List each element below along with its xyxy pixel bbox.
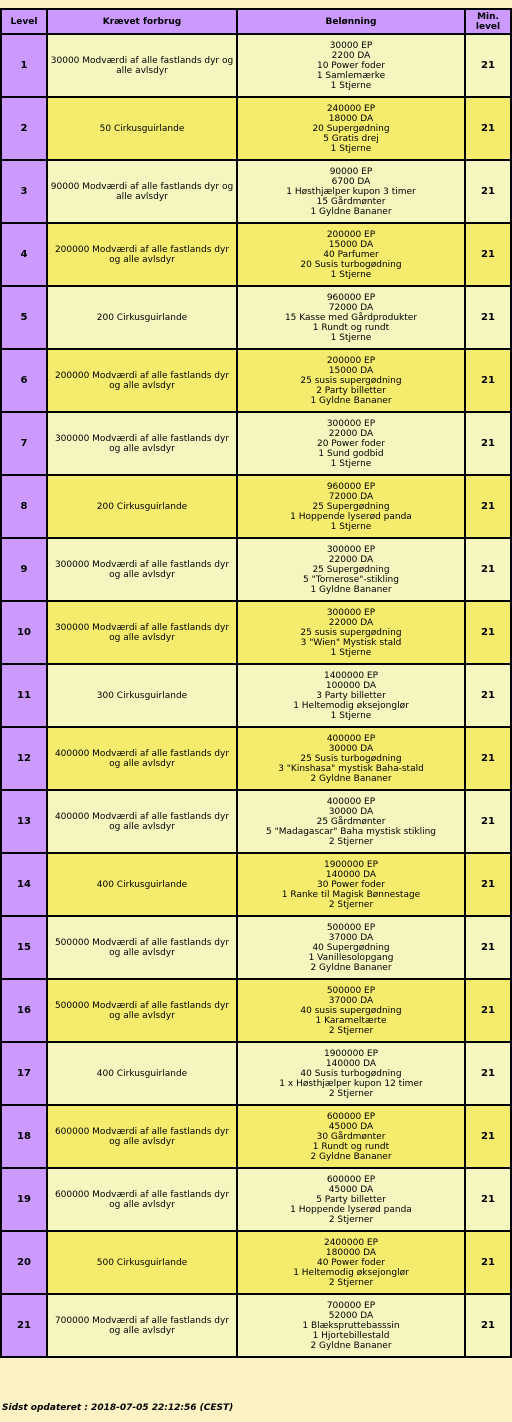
level-cell: 18 xyxy=(1,1105,47,1168)
last-updated-footer: Sidst opdateret : 2018-07-05 22:12:56 (CEST) xyxy=(2,1403,234,1413)
reward-line: 400000 EP xyxy=(326,796,376,807)
reward-line: 40 Susis turbogødning xyxy=(300,1068,402,1079)
reward-line: 200000 EP xyxy=(326,229,376,240)
required-cell: 500000 Modværdi af alle fastlands dyr og alle avlsdyr xyxy=(47,979,237,1042)
required-cell: 400 Cirkusguirlande xyxy=(47,853,237,916)
reward-cell xyxy=(237,1168,465,1231)
table-row xyxy=(1,664,511,727)
required-cell: 400 Cirkusguirlande xyxy=(47,1042,237,1105)
level-cell: 3 xyxy=(1,160,47,223)
table-row xyxy=(1,223,511,286)
required-cell: 500 Cirkusguirlande xyxy=(47,1231,237,1294)
required-cell: 400000 Modværdi af alle fastlands dyr og alle avlsdyr xyxy=(47,790,237,853)
level-cell: 6 xyxy=(1,349,47,412)
required-cell: 400000 Modværdi af alle fastlands dyr og alle avlsdyr xyxy=(47,727,237,790)
required-cell: 300000 Modværdi af alle fastlands dyr og alle avlsdyr xyxy=(47,538,237,601)
min-level-cell: 21 xyxy=(465,853,511,916)
reward-line: 1 Stjerne xyxy=(330,269,372,280)
level-cell: 21 xyxy=(1,1294,47,1357)
header-reward: Belønning xyxy=(237,9,465,34)
level-cell: 17 xyxy=(1,1042,47,1105)
reward-line: 1 Stjerne xyxy=(330,458,372,469)
reward-line: 22000 DA xyxy=(328,428,374,439)
reward-line: 45000 DA xyxy=(328,1184,374,1195)
reward-line: 1 Stjerne xyxy=(330,143,372,154)
reward-line: 25 Susis turbogødning xyxy=(300,753,402,764)
header-min-level: Min. level xyxy=(465,9,511,34)
reward-line: 1 Hoppende lyserød panda xyxy=(290,511,412,522)
level-cell: 11 xyxy=(1,664,47,727)
min-level-cell: 21 xyxy=(465,1231,511,1294)
reward-line: 1 Samlemærke xyxy=(316,70,386,81)
reward-line: 960000 EP xyxy=(326,481,376,492)
reward-line: 25 Gårdmønter xyxy=(316,816,386,827)
level-cell: 19 xyxy=(1,1168,47,1231)
event-rewards-table-wrapper xyxy=(0,8,510,1358)
min-level-cell: 21 xyxy=(465,727,511,790)
reward-cell xyxy=(237,790,465,853)
reward-cell xyxy=(237,1105,465,1168)
reward-line: 30000 EP xyxy=(329,40,373,51)
reward-line: 2 Stjerner xyxy=(328,899,374,910)
reward-line: 90000 EP xyxy=(329,166,373,177)
reward-line: 1 Heltemodig øksejonglør xyxy=(293,1267,409,1278)
table-row xyxy=(1,286,511,349)
reward-line: 15000 DA xyxy=(328,239,374,250)
reward-line: 72000 DA xyxy=(328,302,374,313)
reward-cell xyxy=(237,223,465,286)
reward-cell xyxy=(237,601,465,664)
reward-line: 2 Stjerner xyxy=(328,1025,374,1036)
reward-line: 72000 DA xyxy=(328,491,374,502)
table-row xyxy=(1,1294,511,1357)
min-level-cell: 21 xyxy=(465,223,511,286)
min-level-cell: 21 xyxy=(465,790,511,853)
table-row xyxy=(1,1105,511,1168)
reward-line: 1 x Høsthjælper kupon 12 timer xyxy=(279,1078,423,1089)
reward-cell xyxy=(237,97,465,160)
reward-line: 1 Karameltærte xyxy=(315,1015,387,1026)
reward-line: 30000 DA xyxy=(328,806,374,817)
min-level-cell: 21 xyxy=(465,97,511,160)
reward-line: 15 Gårdmønter xyxy=(316,196,386,207)
level-cell: 16 xyxy=(1,979,47,1042)
reward-cell xyxy=(237,1231,465,1294)
reward-line: 140000 DA xyxy=(325,1058,377,1069)
reward-line: 1 Vanillesolopgang xyxy=(308,952,394,963)
level-cell: 2 xyxy=(1,97,47,160)
reward-line: 1 Blækspruttebasssin xyxy=(302,1320,400,1331)
table-row xyxy=(1,853,511,916)
reward-line: 700000 EP xyxy=(326,1300,376,1311)
reward-line: 25 susis supergødning xyxy=(300,627,402,638)
reward-line: 15 Kasse med Gårdprodukter xyxy=(284,312,418,323)
reward-line: 1 Stjerne xyxy=(330,80,372,91)
reward-line: 2 Gyldne Bananer xyxy=(310,1151,392,1162)
reward-line: 1 Rundt og rundt xyxy=(312,322,390,333)
reward-line: 1 Heltemodig øksejonglør xyxy=(293,700,409,711)
reward-line: 2200 DA xyxy=(331,50,371,61)
level-cell: 12 xyxy=(1,727,47,790)
min-level-cell: 21 xyxy=(465,1294,511,1357)
table-row xyxy=(1,412,511,475)
reward-line: 45000 DA xyxy=(328,1121,374,1132)
required-cell: 200000 Modværdi af alle fastlands dyr og alle avlsdyr xyxy=(47,223,237,286)
min-level-cell: 21 xyxy=(465,1105,511,1168)
level-cell: 4 xyxy=(1,223,47,286)
table-row xyxy=(1,790,511,853)
reward-line: 2 Stjerner xyxy=(328,836,374,847)
reward-line: 20 Power foder xyxy=(316,438,385,449)
header-required: Krævet forbrug xyxy=(47,9,237,34)
reward-line: 600000 EP xyxy=(326,1174,376,1185)
required-cell: 90000 Modværdi af alle fastlands dyr og alle avlsdyr xyxy=(47,160,237,223)
min-level-cell: 21 xyxy=(465,286,511,349)
min-level-cell: 21 xyxy=(465,34,511,97)
required-cell: 200 Cirkusguirlande xyxy=(47,286,237,349)
level-cell: 10 xyxy=(1,601,47,664)
reward-line: 2 Stjerner xyxy=(328,1277,374,1288)
min-level-cell: 21 xyxy=(465,412,511,475)
required-cell: 700000 Modværdi af alle fastlands dyr og alle avlsdyr xyxy=(47,1294,237,1357)
table-row xyxy=(1,34,511,97)
reward-line: 1 Rundt og rundt xyxy=(312,1141,390,1152)
reward-line: 40 susis supergødning xyxy=(300,1005,402,1016)
reward-line: 1 Sund godbid xyxy=(318,448,384,459)
reward-line: 240000 EP xyxy=(326,103,376,114)
reward-line: 1 Hoppende lyserød panda xyxy=(290,1204,412,1215)
reward-line: 25 Supergødning xyxy=(312,501,390,512)
required-cell: 50 Cirkusguirlande xyxy=(47,97,237,160)
reward-line: 20 Susis turbogødning xyxy=(300,259,402,270)
reward-line: 1 Stjerne xyxy=(330,332,372,343)
min-level-cell: 21 xyxy=(465,916,511,979)
reward-line: 40 Power foder xyxy=(316,1257,385,1268)
reward-cell xyxy=(237,349,465,412)
reward-cell xyxy=(237,664,465,727)
reward-line: 5 "Tornerose"-stikling xyxy=(303,574,399,585)
reward-line: 30 Gårdmønter xyxy=(316,1131,386,1142)
reward-line: 40 Parfumer xyxy=(323,249,379,260)
reward-line: 300000 EP xyxy=(326,418,376,429)
reward-line: 1 Gyldne Bananer xyxy=(310,395,392,406)
reward-cell xyxy=(237,475,465,538)
reward-line: 37000 DA xyxy=(328,995,374,1006)
reward-line: 500000 EP xyxy=(326,985,376,996)
table-row xyxy=(1,1168,511,1231)
reward-line: 20 Supergødning xyxy=(312,123,390,134)
level-cell: 1 xyxy=(1,34,47,97)
reward-line: 30000 DA xyxy=(328,743,374,754)
table-row xyxy=(1,475,511,538)
reward-line: 180000 DA xyxy=(325,1247,377,1258)
required-cell: 300000 Modværdi af alle fastlands dyr og alle avlsdyr xyxy=(47,601,237,664)
table-row xyxy=(1,1042,511,1105)
level-cell: 9 xyxy=(1,538,47,601)
reward-line: 2400000 EP xyxy=(323,1237,379,1248)
table-row xyxy=(1,916,511,979)
reward-line: 22000 DA xyxy=(328,554,374,565)
table-row xyxy=(1,349,511,412)
reward-line: 1 Høsthjælper kupon 3 timer xyxy=(286,186,416,197)
required-cell: 600000 Modværdi af alle fastlands dyr og alle avlsdyr xyxy=(47,1105,237,1168)
reward-line: 18000 DA xyxy=(328,113,374,124)
table-body xyxy=(1,34,511,1357)
table-row xyxy=(1,538,511,601)
min-level-cell: 21 xyxy=(465,349,511,412)
reward-line: 52000 DA xyxy=(328,1310,374,1321)
level-cell: 20 xyxy=(1,1231,47,1294)
reward-line: 600000 EP xyxy=(326,1111,376,1122)
required-cell: 30000 Modværdi af alle fastlands dyr og alle avlsdyr xyxy=(47,34,237,97)
reward-line: 2 Party billetter xyxy=(316,385,386,396)
min-level-cell: 21 xyxy=(465,1168,511,1231)
required-cell: 500000 Modværdi af alle fastlands dyr og alle avlsdyr xyxy=(47,916,237,979)
reward-line: 10 Power foder xyxy=(316,60,385,71)
reward-line: 300000 EP xyxy=(326,607,376,618)
reward-line: 1 Ranke til Magisk Bønnestage xyxy=(281,889,421,900)
reward-line: 100000 DA xyxy=(325,680,377,691)
level-cell: 7 xyxy=(1,412,47,475)
reward-cell xyxy=(237,727,465,790)
reward-cell xyxy=(237,160,465,223)
reward-line: 2 Gyldne Bananer xyxy=(310,1340,392,1351)
reward-cell xyxy=(237,286,465,349)
reward-line: 2 Gyldne Bananer xyxy=(310,773,392,784)
min-level-cell: 21 xyxy=(465,664,511,727)
reward-cell xyxy=(237,979,465,1042)
table-row xyxy=(1,97,511,160)
reward-line: 3 Party billetter xyxy=(316,690,386,701)
reward-line: 1 Stjerne xyxy=(330,647,372,658)
reward-line: 300000 EP xyxy=(326,544,376,555)
min-level-cell: 21 xyxy=(465,160,511,223)
reward-line: 15000 DA xyxy=(328,365,374,376)
level-cell: 14 xyxy=(1,853,47,916)
reward-cell xyxy=(237,1294,465,1357)
level-cell: 5 xyxy=(1,286,47,349)
reward-line: 1 Gyldne Bananer xyxy=(310,206,392,217)
reward-line: 5 "Madagascar" Baha mystisk stikling xyxy=(265,826,436,837)
reward-line: 1 Stjerne xyxy=(330,521,372,532)
reward-line: 1 Hjortebillestald xyxy=(312,1330,390,1341)
required-cell: 300000 Modværdi af alle fastlands dyr og alle avlsdyr xyxy=(47,412,237,475)
level-cell: 8 xyxy=(1,475,47,538)
reward-line: 1900000 EP xyxy=(323,1048,379,1059)
required-cell: 200 Cirkusguirlande xyxy=(47,475,237,538)
event-rewards-table xyxy=(0,8,512,1358)
header-level: Level xyxy=(1,9,47,34)
reward-line: 30 Power foder xyxy=(316,879,385,890)
reward-line: 25 susis supergødning xyxy=(300,375,402,386)
level-cell: 13 xyxy=(1,790,47,853)
reward-cell xyxy=(237,538,465,601)
reward-line: 2 Stjerner xyxy=(328,1088,374,1099)
table-header-row xyxy=(1,9,511,34)
table-row xyxy=(1,727,511,790)
table-row xyxy=(1,160,511,223)
reward-line: 25 Supergødning xyxy=(312,564,390,575)
reward-line: 1900000 EP xyxy=(323,859,379,870)
min-level-cell: 21 xyxy=(465,601,511,664)
required-cell: 200000 Modværdi af alle fastlands dyr og alle avlsdyr xyxy=(47,349,237,412)
reward-cell xyxy=(237,412,465,475)
reward-line: 22000 DA xyxy=(328,617,374,628)
required-cell: 600000 Modværdi af alle fastlands dyr og alle avlsdyr xyxy=(47,1168,237,1231)
reward-cell xyxy=(237,34,465,97)
reward-line: 5 Party billetter xyxy=(316,1194,386,1205)
reward-line: 3 "Kinshasa" mystisk Baha-stald xyxy=(278,763,424,774)
reward-line: 6700 DA xyxy=(331,176,371,187)
reward-line: 1 Stjerne xyxy=(330,710,372,721)
reward-line: 40 Supergødning xyxy=(312,942,390,953)
reward-line: 2 Gyldne Bananer xyxy=(310,962,392,973)
reward-line: 1400000 EP xyxy=(323,670,379,681)
level-cell: 15 xyxy=(1,916,47,979)
required-cell: 300 Cirkusguirlande xyxy=(47,664,237,727)
table-row xyxy=(1,979,511,1042)
min-level-cell: 21 xyxy=(465,1042,511,1105)
reward-line: 400000 EP xyxy=(326,733,376,744)
reward-line: 200000 EP xyxy=(326,355,376,366)
reward-line: 960000 EP xyxy=(326,292,376,303)
reward-line: 140000 DA xyxy=(325,869,377,880)
reward-line: 2 Stjerner xyxy=(328,1214,374,1225)
reward-cell xyxy=(237,1042,465,1105)
min-level-cell: 21 xyxy=(465,475,511,538)
min-level-cell: 21 xyxy=(465,538,511,601)
reward-line: 37000 DA xyxy=(328,932,374,943)
table-row xyxy=(1,1231,511,1294)
reward-line: 500000 EP xyxy=(326,922,376,933)
reward-cell xyxy=(237,853,465,916)
reward-cell xyxy=(237,916,465,979)
reward-line: 1 Gyldne Bananer xyxy=(310,584,392,595)
reward-line: 3 "Wien" Mystisk stald xyxy=(300,637,402,648)
reward-line: 5 Gratis drej xyxy=(323,133,379,144)
min-level-cell: 21 xyxy=(465,979,511,1042)
table-row xyxy=(1,601,511,664)
